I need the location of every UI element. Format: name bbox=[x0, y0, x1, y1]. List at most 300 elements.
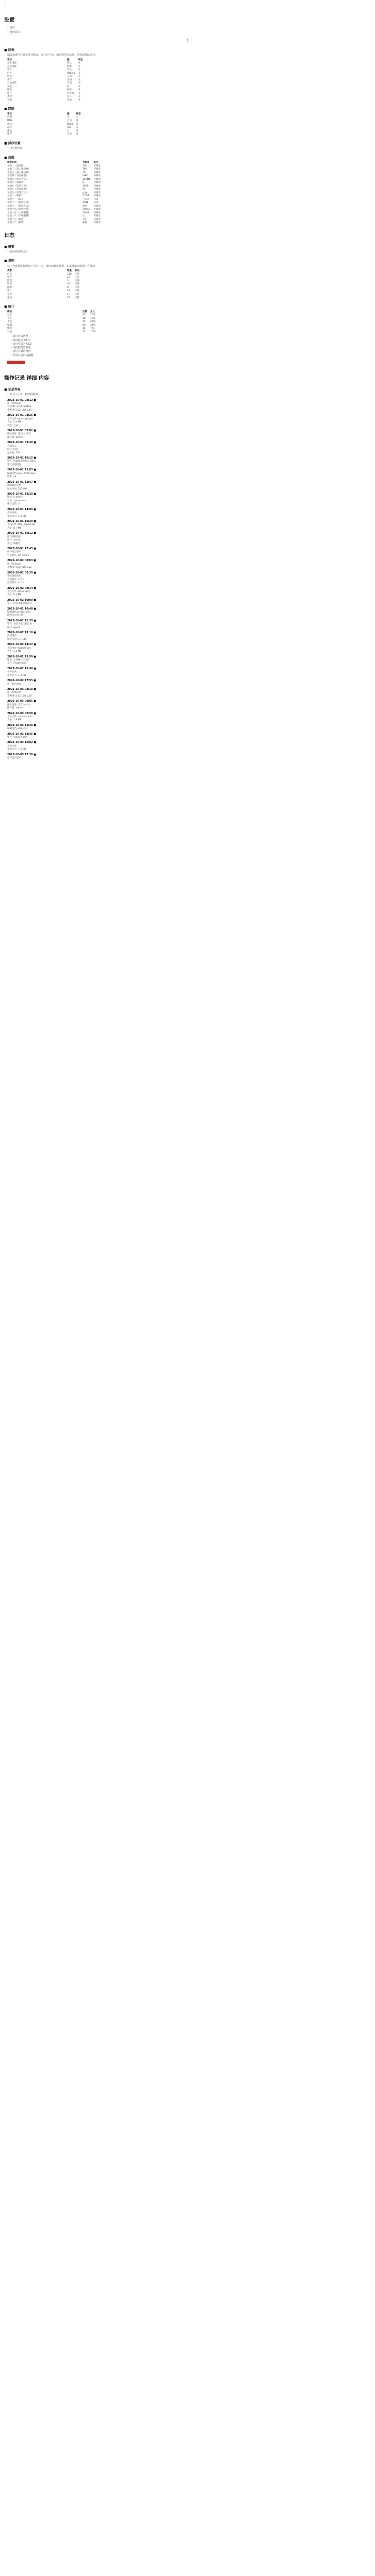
table-cell: 128 bbox=[67, 273, 72, 276]
table-header-cell: 值 bbox=[67, 112, 70, 115]
log-line: 大小: 8.7 MB bbox=[7, 527, 22, 530]
table-cell: 参数九（压缩方式） bbox=[7, 191, 28, 194]
table-cell: 开 bbox=[78, 62, 81, 65]
table-cell: 60 bbox=[83, 324, 86, 327]
table-cell: 参数七（队列长度） bbox=[7, 184, 28, 188]
log-line: 用户登录成功 bbox=[7, 402, 21, 405]
table-cell: 参数十二（密钥长度） bbox=[7, 201, 30, 205]
table-cell: 开启 bbox=[67, 82, 72, 85]
table-header-cell: 模块 bbox=[7, 310, 12, 313]
table-cell: gzip bbox=[83, 191, 88, 194]
logs-bullets bbox=[10, 335, 371, 358]
table-cell: 编辑 bbox=[7, 324, 12, 327]
log-line: 记录数: 128 bbox=[7, 451, 21, 454]
bullet-item: • 支持导出为 CSV bbox=[10, 342, 32, 346]
log-timestamp: 2023-10-02 09:14 ■ bbox=[7, 586, 37, 590]
table-cell: 23% bbox=[90, 320, 96, 324]
table-cell: 开启 bbox=[67, 133, 72, 136]
table-cell: 语言 bbox=[7, 69, 12, 72]
log-line: 用户权限变更 bbox=[7, 535, 21, 538]
table-cell: 警告 bbox=[7, 276, 12, 279]
block-a-paragraph: 制表设置可在此处进行修改，保存后生效。如需要更多信息，请参阅帮助文档。 bbox=[7, 54, 98, 57]
table-cell: 下载 bbox=[7, 320, 12, 324]
log-timestamp: 2023-10-03 17:30 ■ bbox=[7, 753, 37, 756]
table-cell: 正常 bbox=[75, 296, 79, 299]
log-line: 修改设置: 语言 → 中文 bbox=[7, 703, 31, 706]
table-cell: 审计 bbox=[7, 290, 12, 293]
log-entry bbox=[7, 607, 371, 618]
table-header-cell: 占比 bbox=[90, 310, 95, 313]
settings-intro: • 设置 bbox=[7, 26, 15, 29]
table-cell: 7% bbox=[90, 327, 94, 330]
log-line: 最新版本: 4.2.1 bbox=[7, 582, 24, 585]
table-cell: 参数十四（会话时长） bbox=[7, 208, 30, 211]
bullet-item: • 保留最近 30 天 bbox=[10, 338, 31, 342]
table-header-cell: 状态 bbox=[76, 112, 81, 115]
table-cell: 其他 bbox=[7, 330, 12, 333]
table-cell: 已登录 bbox=[67, 92, 74, 95]
table-cell: 可修改 bbox=[93, 188, 101, 191]
log-entry bbox=[7, 741, 371, 751]
block-c-sub: • 按名称排序 bbox=[7, 147, 23, 150]
log-line: 用户退出登录 bbox=[7, 551, 21, 554]
table-cell: 参数一（默认值） bbox=[7, 164, 26, 167]
table-cell: 基本设置 bbox=[7, 62, 17, 65]
log-line: 来源 IP: 192.168.1.10 bbox=[7, 409, 32, 412]
section-heading-settings: 设置 bbox=[4, 17, 14, 23]
table-cell: 关闭 bbox=[67, 78, 72, 81]
table-cell: 参数十一（证书） bbox=[7, 198, 26, 201]
log-entry bbox=[7, 414, 371, 428]
log-line: 用户退出登录 bbox=[7, 756, 21, 759]
table-cell: 声音 bbox=[7, 78, 12, 81]
log-line: 警告: 磁盘使用率超过 80% bbox=[7, 460, 36, 463]
log-entry bbox=[7, 493, 371, 506]
log-line: 释放空间: 512 MB bbox=[7, 487, 27, 490]
table-header-cell: 状态 bbox=[75, 269, 79, 273]
log-line: 账户: guest bbox=[7, 626, 20, 629]
table-cell: DNS bbox=[7, 120, 12, 122]
table-cell: 开启 bbox=[83, 218, 87, 221]
log-line: 文件: image.heic bbox=[7, 662, 26, 665]
table-row bbox=[7, 99, 86, 103]
log-line: 上传文件 slides.pptx bbox=[7, 590, 30, 593]
log-line: 备份完成 bbox=[7, 671, 17, 674]
table-cell: 开 bbox=[78, 92, 81, 95]
log-entry bbox=[7, 643, 371, 653]
table-cell: 8080 bbox=[67, 123, 73, 126]
table-cell: 删除 bbox=[7, 327, 12, 330]
table-cell: 正常 bbox=[75, 293, 79, 296]
log-line: 建议清理缓存 bbox=[7, 463, 21, 466]
table-cell: 开 bbox=[78, 69, 81, 72]
block-b-title: ■ 网络 bbox=[4, 107, 14, 111]
table-cell: 参数十五（上传限制） bbox=[7, 211, 30, 214]
table-cell: 只读 bbox=[93, 201, 99, 205]
log-line: 状态: 完成 bbox=[7, 424, 18, 427]
table-cell: 可修改 bbox=[93, 164, 101, 167]
table-cell: 可修改 bbox=[93, 191, 101, 194]
log-line: 下载文件 manual.pdf bbox=[7, 647, 31, 650]
log-line: 备份完成 bbox=[7, 744, 17, 748]
table-cell: 标准 bbox=[67, 65, 72, 68]
log-line: 版本: v3 bbox=[7, 476, 17, 479]
table-cell: 可修改 bbox=[93, 222, 101, 225]
table-cell: 45 bbox=[83, 314, 86, 317]
table-cell: 正常 bbox=[75, 273, 79, 276]
log-entry bbox=[7, 712, 371, 722]
log-list bbox=[4, 399, 371, 760]
log-entry bbox=[7, 508, 371, 518]
log-line: 释放空间: 1.1 GB bbox=[7, 638, 26, 641]
log-line: 系统更新检查 bbox=[7, 574, 21, 578]
block-a-title: ■ 制表 bbox=[4, 48, 14, 52]
table-cell: 开 bbox=[76, 120, 78, 122]
table-cell: 跟踪 bbox=[7, 286, 12, 289]
table-cell: 关 bbox=[78, 78, 81, 81]
logs-summary-line: • 最近的操作记录 bbox=[7, 250, 28, 254]
table-row bbox=[7, 222, 104, 225]
table-cell: 参数十三（认证方式） bbox=[7, 205, 30, 208]
log-line: 备份大小: 1.2 GB bbox=[7, 515, 26, 518]
table-cell: 系统 bbox=[7, 296, 12, 299]
table-cell: 超时 bbox=[7, 126, 12, 129]
table-header-cell: 数量 bbox=[67, 269, 72, 273]
table-cell: 开 bbox=[78, 82, 81, 85]
log-line: 警告: 登录失败次数过多 bbox=[7, 623, 32, 626]
table-cell: 代理 bbox=[7, 116, 12, 119]
table-cell: 参数六（线程数） bbox=[7, 181, 26, 184]
log-line: 目标: api.service bbox=[7, 499, 26, 502]
table-cell: 2048 bbox=[83, 201, 89, 205]
log-timestamp: 2023-10-02 14:22 ■ bbox=[7, 643, 37, 647]
bullet-item: • 支持按类型筛选 bbox=[10, 346, 31, 350]
table-header-cell: 项目 bbox=[7, 112, 12, 115]
log-entry bbox=[7, 753, 371, 760]
table-cell: 安全 bbox=[7, 293, 12, 296]
section-heading-logs: 日志 bbox=[4, 233, 14, 239]
table-cell: 参数二（最大连接数） bbox=[7, 168, 30, 171]
table-cell: 时区 bbox=[7, 72, 12, 75]
table-cell: 开 bbox=[78, 98, 81, 101]
table-cell: 密码 bbox=[83, 205, 87, 208]
log-timestamp: 2023-10-01 10:15 ■ bbox=[7, 456, 37, 460]
table-cell: UTC+8 bbox=[67, 72, 75, 75]
table-cell: 调试 bbox=[7, 283, 12, 286]
table-cell: 缓存 bbox=[7, 133, 12, 136]
table-header-cell: 当前值 bbox=[83, 161, 90, 164]
table-cell: 30min bbox=[83, 208, 90, 211]
top-lines bbox=[4, 2, 371, 10]
table-cell: 9 bbox=[67, 286, 69, 289]
log-line: 会话 ID: a1b2c3d4e5 bbox=[7, 405, 31, 409]
log-entry bbox=[7, 688, 371, 698]
table-cell: 52 bbox=[83, 320, 86, 324]
table-cell: 开 bbox=[78, 65, 81, 68]
log-timestamp: 2023-10-02 17:55 ■ bbox=[7, 679, 37, 683]
log-timestamp: 2023-10-03 13:45 ■ bbox=[7, 732, 37, 736]
bullet-item: • 每日自动清理 bbox=[10, 335, 28, 338]
table-cell: 中文 bbox=[67, 69, 72, 72]
log-line: 下载文件 data_export.zip bbox=[7, 523, 36, 527]
table-cell: 可修改 bbox=[93, 205, 101, 208]
log-line: 错误: 文件格式不支持 bbox=[7, 658, 30, 662]
log-entry bbox=[7, 441, 371, 455]
table-cell: 登录 bbox=[7, 314, 12, 317]
table-cell: 正常 bbox=[75, 286, 79, 289]
table-header-cell: 类型 bbox=[7, 269, 12, 273]
settings-intro-sub: • 设置项目 bbox=[7, 31, 30, 35]
log-timestamp: 2023-10-01 09:40 ■ bbox=[7, 441, 37, 445]
table-cell: 关 bbox=[76, 116, 78, 119]
log-line: 来源 IP: 192.168.1.22 bbox=[7, 566, 32, 569]
table-cell: 正常 bbox=[75, 276, 79, 279]
table-cell: 参数十六（下载限制） bbox=[7, 215, 30, 218]
section-heading-records: 操作记录 详细 内容 bbox=[4, 376, 49, 382]
table-cell: 高 bbox=[67, 85, 70, 88]
log-line: 错误: 连接超时 bbox=[7, 496, 23, 499]
table-cell: 4 bbox=[67, 293, 69, 296]
table-cell: 开 bbox=[76, 133, 78, 136]
table-cell: 自动 bbox=[67, 120, 72, 122]
log-timestamp: 2023-10-03 09:58 ■ bbox=[7, 711, 37, 715]
table-cell: 5s bbox=[83, 188, 86, 191]
table-cell: 备份 bbox=[7, 95, 12, 98]
table-cell: 开 bbox=[78, 85, 81, 88]
table-cell: 12 bbox=[67, 276, 70, 279]
log-timestamp: 2023-10-03 08:10 ■ bbox=[7, 688, 37, 691]
table-cell: 50MB bbox=[83, 211, 89, 214]
table-cell: 可修改 bbox=[93, 215, 101, 218]
log-line: 导出日志 bbox=[7, 445, 17, 448]
logs-stats-table bbox=[7, 311, 99, 334]
table-cell: INFO bbox=[83, 175, 88, 178]
table-cell: 开 bbox=[76, 123, 78, 126]
table-row bbox=[7, 133, 84, 137]
table-cell: 30 bbox=[83, 317, 86, 320]
log-line: 备份大小: 1.3 GB bbox=[7, 674, 26, 677]
table-cell: 正常 bbox=[75, 290, 79, 293]
log-timestamp: 2023-10-02 16:40 ■ bbox=[7, 667, 37, 670]
table-cell: 参数五（缓存大小） bbox=[7, 178, 28, 181]
logs-summary-title: ■ 概要 bbox=[4, 245, 14, 249]
log-line: 会话时长: 9h 33min bbox=[7, 554, 29, 557]
log-entry bbox=[7, 456, 371, 467]
table-cell: 参数八（重连间隔） bbox=[7, 188, 28, 191]
log-line: 审计: 密码策略检查通过 bbox=[7, 602, 32, 605]
table-cell: 自动更新 bbox=[7, 82, 17, 85]
log-line: 操作者: admin bbox=[7, 707, 23, 710]
log-entry bbox=[7, 655, 371, 666]
top-line-1: • bbox=[4, 2, 20, 5]
log-line: 审计: 权限检查通过 bbox=[7, 736, 27, 739]
table-header-cell: 状态 bbox=[78, 58, 83, 61]
log-line: 用户登录成功 bbox=[7, 691, 21, 694]
log-line: 大小: 3.3 MB bbox=[7, 650, 22, 653]
table-cell: 重试 bbox=[7, 129, 12, 132]
log-line: 修改单元格: 24 bbox=[7, 614, 24, 617]
log-timestamp: 2023-10-01 15:30 ■ bbox=[7, 520, 37, 523]
log-timestamp: 2023-10-02 08:30 ■ bbox=[7, 571, 37, 574]
table-cell: 27% bbox=[90, 324, 96, 327]
log-line: 当前版本: 4.2.1 bbox=[7, 578, 24, 581]
log-line: 备份完成 bbox=[7, 512, 17, 515]
section-mark: § bbox=[186, 38, 189, 43]
table-cell: 可修改 bbox=[93, 171, 101, 174]
table-cell: 异常 bbox=[75, 279, 79, 282]
table-cell: 56 bbox=[67, 283, 70, 286]
table-cell: 100 bbox=[83, 168, 87, 171]
block-a-table bbox=[7, 59, 86, 103]
table-cell: 隐私 bbox=[7, 89, 12, 92]
log-timestamp: 2023-10-01 09:02 ■ bbox=[7, 429, 37, 433]
table-cell: 启用 bbox=[83, 164, 87, 167]
table-cell: 可修改 bbox=[93, 168, 101, 171]
table-cell: 21 bbox=[67, 290, 70, 293]
table-cell: 标准 bbox=[67, 89, 72, 92]
table-header-cell: 参数名称 bbox=[7, 161, 17, 164]
table-cell: 可修改 bbox=[93, 195, 101, 198]
table-cell: 每日 bbox=[67, 95, 72, 98]
log-entry bbox=[7, 679, 371, 686]
log-entry bbox=[7, 429, 371, 439]
log-timestamp: 2023-10-01 08:25 ■ bbox=[7, 414, 37, 417]
table-cell: 15 bbox=[83, 327, 86, 330]
table-cell: 参数四（日志级别） bbox=[7, 175, 28, 178]
table-cell: 3 bbox=[67, 129, 69, 132]
table-cell: 开 bbox=[78, 95, 81, 98]
log-line: 清理缓存 bbox=[7, 635, 17, 638]
table-cell: 开 bbox=[76, 126, 78, 129]
log-line: 大小: 1.8 MB bbox=[7, 719, 22, 722]
table-cell: 20% bbox=[90, 314, 96, 317]
table-row bbox=[7, 331, 99, 334]
top-line-2: • bbox=[4, 6, 17, 9]
table-cell: 1000 bbox=[83, 184, 89, 188]
log-entry bbox=[7, 619, 371, 630]
table-cell: UTF-8 bbox=[83, 195, 90, 198]
table-cell: 30s bbox=[67, 126, 72, 129]
log-line: 修改设置: 通知 → 开启 bbox=[7, 433, 31, 436]
table-header-cell: 次数 bbox=[83, 310, 87, 313]
log-entry bbox=[7, 559, 371, 569]
table-cell: 存储 bbox=[7, 98, 12, 101]
table-cell: 3 bbox=[67, 279, 69, 282]
table-cell: 10 bbox=[83, 171, 86, 174]
log-line: 用户退出登录 bbox=[7, 683, 21, 686]
log-timestamp: 2023-10-01 08:12 ■ bbox=[7, 398, 37, 402]
table-cell: 参数十（编码） bbox=[7, 195, 24, 198]
block-b-table bbox=[7, 113, 84, 137]
logs-note-paragraph: 以下为系统运行期间产生的日志，按时间顺序排列。如需导出请使用下方按钮。 bbox=[7, 265, 98, 268]
log-line: 大小: 2.4 MB bbox=[7, 421, 22, 424]
log-entry bbox=[7, 733, 371, 740]
log-timestamp: 2023-10-01 11:47 ■ bbox=[7, 480, 37, 484]
table-cell: 账户 bbox=[7, 92, 12, 95]
logs-stats-title: ■ 统计 bbox=[4, 305, 14, 309]
table-cell: 可修改 bbox=[93, 181, 101, 184]
log-entry bbox=[7, 571, 371, 585]
table-cell: 开 bbox=[78, 72, 81, 75]
table-cell: 参数十八（报警） bbox=[7, 222, 26, 225]
log-timestamp: 2023-10-01 17:45 ■ bbox=[7, 547, 37, 551]
log-timestamp: 2023-10-01 14:05 ■ bbox=[7, 507, 37, 511]
log-line: 格式: CSV bbox=[7, 448, 19, 451]
log-entry bbox=[7, 532, 371, 546]
log-line: 角色: 编辑者 bbox=[7, 542, 21, 545]
log-entry bbox=[7, 399, 371, 413]
log-timestamp: 2023-10-02 11:35 ■ bbox=[7, 619, 37, 622]
table-cell: 显示设置 bbox=[7, 65, 17, 68]
log-timestamp: 2023-10-02 15:50 ■ bbox=[7, 655, 37, 658]
table-cell: 错误 bbox=[7, 279, 12, 282]
table-header-cell: 值 bbox=[67, 58, 70, 61]
log-entry bbox=[7, 520, 371, 530]
log-line: 备份大小: 1.3 GB bbox=[7, 748, 26, 751]
log-line: 操作者: admin bbox=[7, 436, 23, 439]
table-cell: 33 bbox=[67, 296, 70, 299]
log-line: 删除临时文件 bbox=[7, 484, 21, 487]
table-cell: 8 bbox=[83, 181, 84, 184]
log-line: 编辑文档 plan_2024.docx bbox=[7, 472, 36, 475]
log-entry bbox=[7, 700, 371, 710]
log-timestamp: 2023-10-02 10:48 ■ bbox=[7, 607, 37, 611]
log-timestamp: 2023-10-01 11:03 ■ bbox=[7, 468, 37, 472]
log-entry bbox=[7, 468, 371, 479]
table-cell: 开 bbox=[78, 75, 81, 78]
log-line: 用户登录成功 bbox=[7, 563, 21, 566]
table-cell: 正常 bbox=[75, 283, 79, 286]
table-cell: 参数三（最小连接数） bbox=[7, 171, 30, 174]
table-header-cell: 备注 bbox=[93, 161, 99, 164]
table-cell: 通知 bbox=[7, 75, 12, 78]
logs-type-table bbox=[7, 269, 83, 300]
table-cell: 开 bbox=[76, 129, 78, 132]
log-timestamp: 2023-10-02 08:03 ■ bbox=[7, 559, 37, 563]
log-timestamp: 2023-10-03 11:20 ■ bbox=[7, 723, 37, 727]
export-button[interactable] bbox=[7, 361, 25, 364]
table-cell: 默认 bbox=[67, 62, 72, 65]
block-d-title: ■ 高级 bbox=[4, 156, 14, 160]
table-cell: 无 bbox=[67, 116, 70, 119]
block-d-table bbox=[7, 161, 104, 225]
log-line: 用户: zhang bbox=[7, 539, 21, 542]
log-entry bbox=[7, 631, 371, 641]
table-cell: 只读 bbox=[93, 198, 99, 201]
table-cell: 13% bbox=[90, 317, 96, 320]
log-entry bbox=[7, 481, 371, 491]
log-entry bbox=[7, 547, 371, 557]
log-timestamp: 2023-10-02 10:00 ■ bbox=[7, 598, 37, 602]
records-intro: ■ 记录列表 bbox=[4, 387, 21, 392]
table-cell: 无 bbox=[83, 215, 85, 218]
log-line: 编辑表格 budget.xlsx bbox=[7, 611, 31, 614]
table-cell: 安全 bbox=[7, 85, 12, 88]
table-row bbox=[7, 297, 83, 300]
log-timestamp: 2023-10-03 15:02 ■ bbox=[7, 741, 37, 744]
table-cell: 10% bbox=[90, 330, 96, 333]
log-line: 编辑文档 notes.txt bbox=[7, 727, 28, 731]
log-entry bbox=[7, 599, 371, 606]
table-cell: 可修改 bbox=[93, 208, 101, 211]
log-timestamp: 2023-10-03 09:05 ■ bbox=[7, 700, 37, 703]
bullet-item: • 异常日志自动提醒 bbox=[10, 353, 34, 357]
table-cell: 邮件 bbox=[83, 222, 87, 225]
log-timestamp: 2023-10-01 13:20 ■ bbox=[7, 493, 37, 496]
log-entry bbox=[7, 724, 371, 731]
log-line: 上传文件 report_q3.pdf bbox=[7, 417, 33, 420]
table-cell: 可修改 bbox=[93, 184, 101, 188]
